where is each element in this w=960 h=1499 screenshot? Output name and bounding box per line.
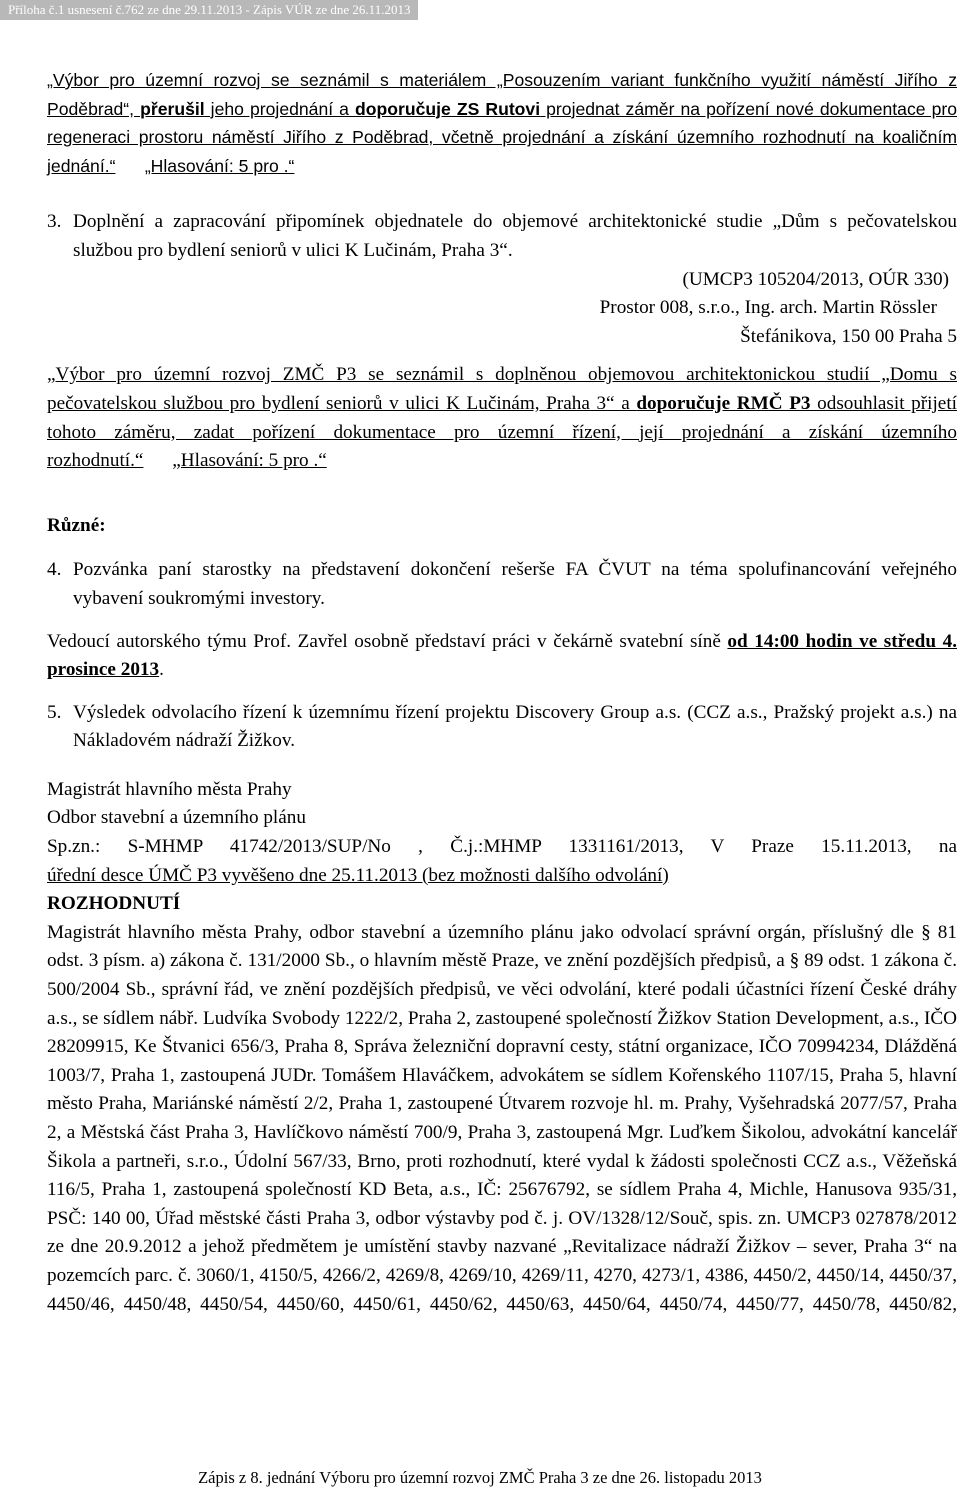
decision-body: Magistrát hlavního města Prahy, odbor stavební a územního plánu jako odvolací správní orgán, příslušný dle § 81 odst. 3 písm. a) zákona č. 131/2000 Sb., o hlavním městě Praze, ve znění pozdějších předpisů, a § 89 odst. 1 zákona č. 500/2004 Sb., správní řád, ve znění pozdějších předpisů, ve věci odvolání, které podali účastníci řízení České dráhy a.s., se sídlem nábř. Ludvíka Svobody 1222/2, Praha 2, zastoupené společností Žižkov Station Development, a.s., IČO 28209915, Ke Štvanici 656/3, Praha 8, Správa železniční dopravní cesty, státní organizace, IČO 70994234, Dlážděná 1003/7, Praha 1, zastoupená JUDr. Tomášem Hlaváčkem, advokátem se sídlem Kořenského 1107/15, Praha 5, hlavní město Praha, Mariánské náměstí 2/2, Praha 1, zastoupené Útvarem rozvoje hl. m. Prahy, Vyšehradská 2077/57, Praha 2, a Městská část Praha 3, Havlíčkovo náměstí 700/9, Praha 3, zastoupená Mgr. Luďkem Šikolou, advokátní kancelář Šikola a partneři, s.r.o., Údolní 567/33, Brno, proti rozhodnutí, které vydal k žádosti společnosti CCZ a.s., Věžeňská 116/5, Praha 1, zastoupená společností KD Beta, a.s., IČ: 25676792, se sídlem Praha 4, Michle, Hanusova 935/31, PSČ: 140 00, Úřad městské části Praha 3, odbor výstavby pod č. j. OV/1328/12/Souč, spis. zn. UMCP3 027878/2012 ze dne 20.9.2012 a jehož předmětem je umístění stavby nazvané „Revitalizace nádraží Žižkov – sever, Praha 3“ na pozemcích parc. č. 3060/1, 4150/5, 4266/2, 4269/8, 4269/10, 4269/11, 4270, 4273/1, 4386, 4450/2, 4450/14, 4450/37, 4450/46, 4450/48, 4450/54, 4450/60, 4450/61, 4450/62, 4450/63, 4450/64, 4450/74, 4450/77, 4450/78, 4450/82,	[47, 921, 957, 1315]
item-3-ref-1: (UMCP3 105204/2013, OÚR 330)	[682, 268, 949, 290]
decision-heading: ROZHODNUTÍ	[47, 893, 181, 915]
item-4-title: Pozvánka paní starostky na představení dokončení rešerše FA ČVUT na téma spolufinancování veřejného vybavení soukromými investory.	[73, 559, 957, 609]
item-3-number: 3.	[47, 211, 62, 233]
agenda-item-4	[47, 556, 957, 613]
item-3-ref-3: Štefánikova, 150 00 Praha 5	[740, 325, 957, 347]
authority-department: Odbor stavební a územního plánu	[47, 807, 306, 829]
page-footer: Zápis z 8. jednání Výboru pro územní rozvoj ZMČ Praha 3 ze dne 26. listopadu 2013	[198, 1468, 762, 1487]
magistrat-decision	[47, 776, 957, 1319]
posting-note: úřední desce ÚMČ P3 vyvěšeno dne 25.11.2013 (bez možnosti dalšího odvolání)	[47, 864, 669, 886]
resolution-1-vote: „Hlasování: 5 pro .“	[144, 155, 295, 176]
section-heading-ruzne: Různé:	[47, 514, 106, 536]
resolution-2-vote: „Hlasování: 5 pro .“	[172, 450, 327, 472]
authority-name: Magistrát hlavního města Prahy	[47, 778, 292, 800]
file-reference: Sp.zn.: S-MHMP 41742/2013/SUP/No , Č.j.:MHMP 1331161/2013, V Praze 15.11.2013, na	[47, 836, 957, 858]
item-3-ref-2: Prostor 008, s.r.o., Ing. arch. Martin Rössler	[599, 297, 937, 319]
committee-resolution-2	[47, 361, 957, 475]
resolution-1-text: „Výbor pro územní rozvoj se seznámil s materiálem „Posouzením variant funkčního využití náměstí Jiřího z Poděbrad“, přerušil jeho projednání a doporučuje ZS Rutovi projednat záměr na pořízení nové dokumentace pro regeneraci prostoru náměstí Jiřího z Poděbrad, včetně projednání a získání územního rozhodnutí na koaličním jednání.“	[47, 70, 957, 176]
item-4-number: 4.	[47, 559, 62, 581]
item-5-number: 5.	[47, 701, 62, 723]
item-3-title: Doplnění a zapracování připomínek objednatele do objemové architektonické studie „Dům s pečovatelskou službou pro bydlení seniorů v ulici K Lučinám, Praha 3“.	[73, 211, 957, 261]
document-header: Příloha č.1 usnesení č.762 ze dne 29.11.2013 - Zápis VÚR ze dne 26.11.2013	[0, 0, 418, 20]
document-body	[47, 66, 957, 1319]
presentation-note: Vedoucí autorského týmu Prof. Zavřel osobně představí práci v čekárně svatební síně od 14:00 hodin ve středu 4. prosince 2013.	[47, 630, 957, 681]
agenda-item-5	[47, 699, 957, 756]
committee-resolution-1	[47, 66, 957, 180]
resolution-2-text: „Výbor pro územní rozvoj ZMČ P3 se seznámil s doplněnou objemovou architektonickou studií „Domu s pečovatelskou službou pro bydlení seniorů v ulici K Lučinám, Praha 3“ a doporučuje RMČ P3 odsouhlasit přijetí tohoto záměru, zadat pořízení dokumentace pro územní řízení, její projednání a získání územního rozhodnutí.“	[47, 364, 957, 472]
agenda-item-3	[47, 208, 957, 265]
item-5-title: Výsledek odvolacího řízení k územnímu řízení projektu Discovery Group a.s. (CCZ a.s., Pražský projekt a.s.) na Nákladovém nádraží Žižkov.	[73, 701, 957, 752]
presentation-date: od 14:00 hodin ve středu 4. prosince 2013	[47, 630, 957, 681]
